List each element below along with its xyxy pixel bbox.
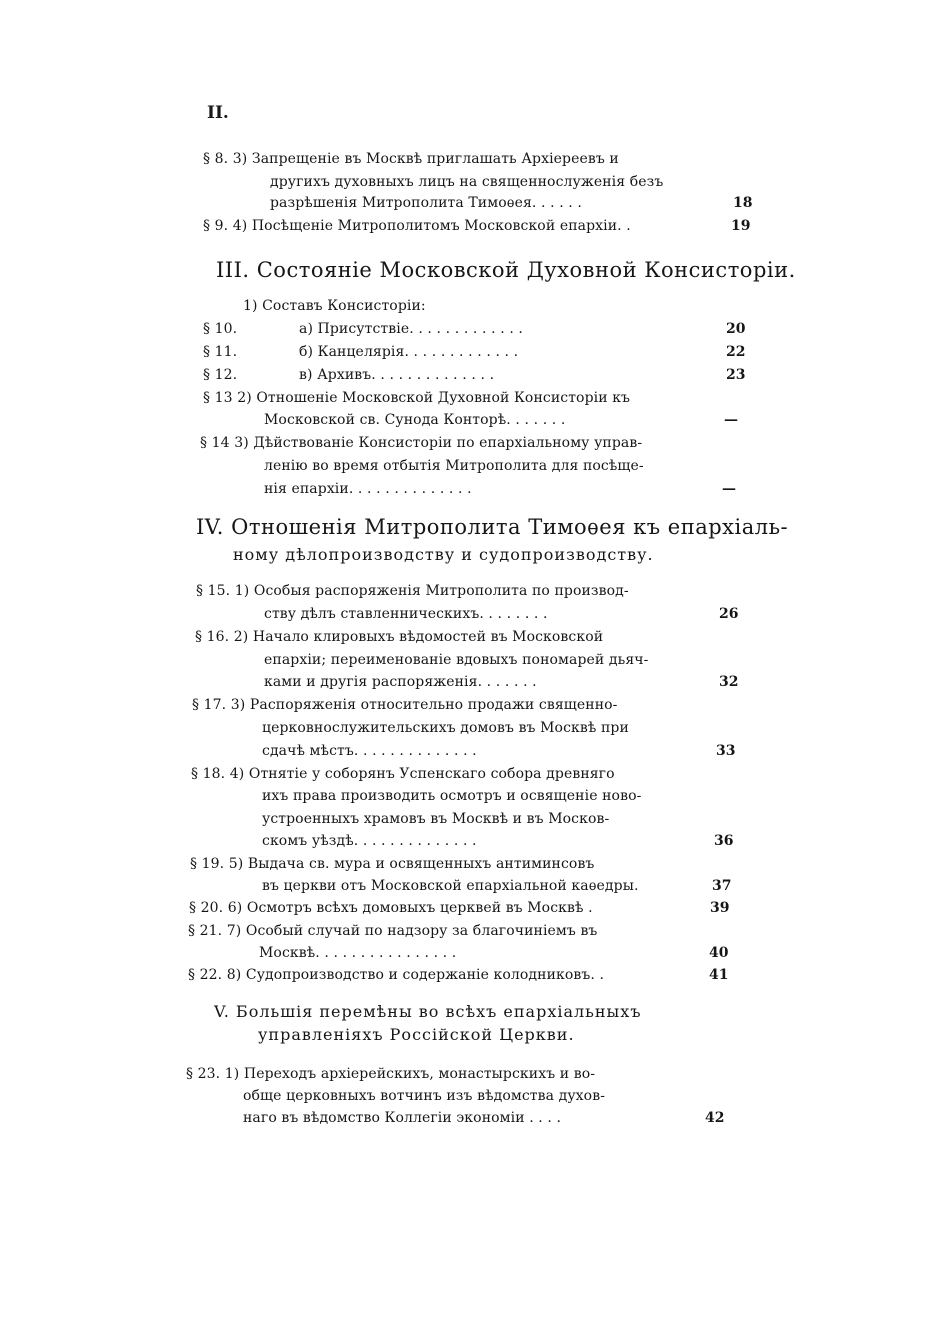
toc-line: епархіи; переименованіе вдовыхъ пономарей дьяч- (264, 652, 649, 668)
page-ref: 40 (709, 945, 729, 961)
toc-line: § 16. 2) Начало клировыхъ вѣдомостей въ Московской (195, 629, 604, 645)
toc-line: § 9. 4) Посѣщеніе Митрополитомъ Московской епархіи. . (203, 218, 631, 234)
toc-line: в) Архивъ. . . . . . . . . . . . . . (299, 367, 495, 383)
toc-line: § 13 2) Отношеніе Московской Духовной Консисторіи къ (203, 390, 631, 406)
section-heading-v: V. Большія перемѣны во всѣхъ епархіальныхъ (214, 1002, 642, 1021)
toc-line: § 19. 5) Выдача св. мура и освященныхъ антиминсовъ (190, 856, 595, 872)
page-ref: 22 (726, 344, 746, 360)
toc-subheading: 1) Составъ Консисторіи: (243, 298, 426, 314)
toc-line: разрѣшенія Митрополита Тимоѳея. . . . . . (270, 195, 582, 211)
toc-line: а) Присутствіе. . . . . . . . . . . . . (299, 321, 523, 337)
toc-line: другихъ духовныхъ лицъ на священнослуженія безъ (270, 174, 664, 190)
toc-line: скомъ уѣздѣ. . . . . . . . . . . . . . (262, 833, 477, 849)
toc-line: § 15. 1) Особыя распоряженія Митрополита по производ- (196, 583, 629, 599)
toc-line: обще церковныхъ вотчинъ изъ вѣдомства духов- (243, 1088, 606, 1104)
toc-line: § 22. 8) Судопроизводство и содержаніе колодниковъ. . (188, 967, 605, 983)
page-ref: 26 (719, 606, 739, 622)
page-ref: 33 (716, 743, 736, 759)
toc-line: сдачѣ мѣстъ. . . . . . . . . . . . . . (262, 743, 477, 759)
toc-line: ками и другія распоряженія. . . . . . . (264, 674, 537, 690)
toc-line: § 20. 6) Осмотръ всѣхъ домовыхъ церквей въ Москвѣ . (189, 900, 593, 916)
toc-line: § 21. 7) Особый случай по надзору за благочиніемъ въ (188, 923, 598, 939)
page-ref: 37 (712, 878, 732, 894)
toc-line: ленію во время отбытія Митрополита для посѣще- (264, 458, 644, 474)
toc-line: въ церкви отъ Московской епархіальной каѳедры. (262, 878, 639, 894)
toc-line: § 14 3) Дѣйствованіе Консисторіи по епархіальному управ- (200, 435, 643, 451)
toc-section-number: § 12. (203, 367, 238, 383)
section-heading-iv: IV. Отношенія Митрополита Тимоѳея къ епархіаль- (196, 515, 789, 539)
toc-line: § 23. 1) Переходъ архіерейскихъ, монастырскихъ и во- (186, 1066, 596, 1082)
toc-line: наго въ вѣдомство Коллегіи экономіи . . . . (243, 1110, 562, 1126)
page-ref: — (722, 481, 736, 497)
toc-line: нія епархіи. . . . . . . . . . . . . . (264, 481, 472, 497)
page-ref: — (724, 412, 738, 428)
section-heading-v-cont: управленіяхъ Россійской Церкви. (258, 1025, 575, 1044)
page-ref: 39 (710, 900, 730, 916)
page-ref: 41 (709, 967, 729, 983)
toc-section-number: § 10. (203, 321, 238, 337)
page-ref: 20 (726, 321, 746, 337)
toc-line: § 8. 3) Запрещеніе въ Москвѣ приглашать Архіереевъ и (203, 151, 619, 167)
toc-line: ству дѣлъ ставленническихъ. . . . . . . . (264, 606, 548, 622)
toc-line: § 18. 4) Отнятіе у соборянъ Успенскаго собора древняго (191, 766, 615, 782)
toc-line: § 17. 3) Распоряженія относительно продажи священно- (192, 697, 618, 713)
toc-line: б) Канцелярія. . . . . . . . . . . . . (299, 344, 519, 360)
toc-line: Московской св. Сунода Конторѣ. . . . . . . (264, 412, 566, 428)
toc-line: устроенныхъ храмовъ въ Москвѣ и въ Москов- (262, 811, 610, 827)
page-ref: 19 (731, 218, 751, 234)
page-ref: 32 (719, 674, 739, 690)
section-heading-iii: III. Состояніе Московской Духовной Консисторіи. (216, 258, 796, 282)
page-ref: 36 (714, 833, 734, 849)
page-ref: 23 (726, 367, 746, 383)
page-ref: 18 (733, 195, 753, 211)
toc-line: Москвѣ. . . . . . . . . . . . . . . . (259, 945, 457, 961)
page-ref: 42 (705, 1110, 725, 1126)
toc-section-number: § 11. (203, 344, 238, 360)
section-heading-iv-cont: ному дѣлопроизводству и судопроизводству. (233, 545, 654, 564)
toc-line: церковнослужительскихъ домовъ въ Москвѣ при (262, 720, 629, 736)
page-number: II. (207, 103, 229, 123)
toc-line: ихъ права производить осмотръ и освященіе ново- (262, 788, 642, 804)
